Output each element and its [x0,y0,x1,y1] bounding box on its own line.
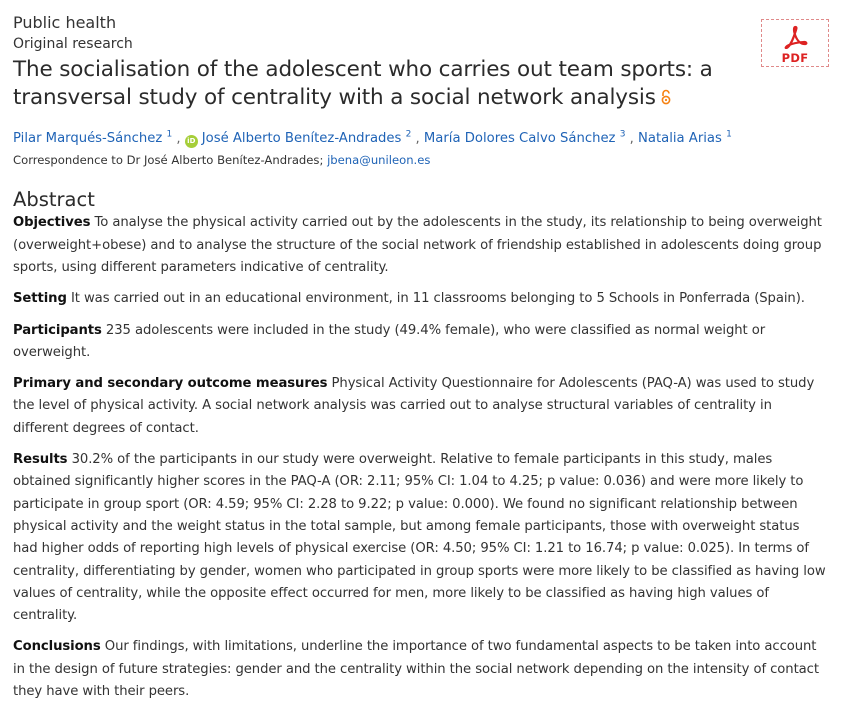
article-title-text: The socialisation of the adolescent who carries out team sports: a transversal study of centrality with a social network analysis [13,57,713,110]
correspondence-text: Correspondence to Dr José Alberto Benítez-Andrades; [13,153,324,168]
abstract-section-outcome-measures [13,373,828,440]
correspondence [13,152,828,168]
section-label: Participants [13,322,102,338]
author-link-4[interactable] [638,131,732,146]
abstract-section-results [13,449,828,627]
section-text: To analyse the physical activity carried out by the adolescents in the study, its relationship to being overweight (overweight+obese) and to analyse the structure of the social network of friendship established in adolescents doing group sports, using different parameters indicative of centrality. [13,215,822,275]
pdf-button-label: PDF [781,51,809,65]
section-text: Physical Activity Questionnaire for Adolescents (PAQ-A) was used to study the level of physical activity. A social network analysis was carried out to analyse structural variables of centrality in different degrees of contact. [13,376,815,436]
section-label: Primary and secondary outcome measures [13,376,328,392]
author-name[interactable]: José Alberto Benítez-Andrades [201,131,402,147]
abstract-section-participants [13,320,828,365]
journal-section[interactable]: Public health [13,13,117,32]
author-link-3[interactable] [424,131,626,146]
section-label: Objectives [13,215,91,231]
section-text: Our findings, with limitations, underline the importance of two fundamental aspects to be taken into account in the design of future strategies: gender and the centrality within the social network depending on the intensity of contact they have with their peers. [13,639,819,700]
abstract-heading: Abstract [13,188,95,212]
author-affiliation[interactable]: 1 [726,130,732,140]
section-label: Setting [13,291,67,307]
author-name[interactable]: Natalia Arias [638,131,722,147]
abstract-section-setting [13,288,828,310]
article-type: Original research [13,36,133,52]
author-affiliation[interactable]: 1 [166,130,173,140]
author-link-1[interactable] [13,131,172,146]
article-title [13,56,748,112]
correspondence-email-link[interactable]: jbena@unileon.es [327,153,431,168]
section-label: Results [13,452,68,468]
pdf-download-button[interactable] [761,19,829,67]
author-list: Pilar Marqués-Sánchez $^1$ , iD José Alberto Benítez-Andrades $^2$ , María Dolores Calvo Sánchez $^3$ , Natalia Arias $^1$ [13,130,732,147]
section-text: 235 adolescents were included in the study (49.4% female), who were classified as normal weight or overweight. [13,322,766,360]
author-name[interactable]: María Dolores Calvo Sánchez [423,131,616,147]
section-text: 30.2% of the participants in our study were overweight. Relative to female participants in this study, males obtained significantly higher scores in the PAQ-A (OR: 2.11; 95% CI: 1.04 to 4.25; p value: 0.036) and were more likely to participate in group sport (OR: 4.59; 95% CI: 2.28 to 9.22; p value: 0.000). We found no significant relationship between physical activity and the weight status in the total sample, but among female participants, those with overweight status had higher odds of reporting high levels of physical exercise (OR: 4.50; 95% CI: 1.21 to 16.74; p value: 0.025). In terms of centrality, differentiating by gender, women who participated in group sports were more likely to be classified as having low values of centrality, while the opposite effect occurred for men, more likely to be classified as having high values of centrality. [13,452,826,624]
orcid-icon[interactable]: iD [185,135,198,148]
section-label: Conclusions [13,639,101,655]
author-affiliation[interactable]: 3 [619,130,626,140]
abstract-section-objectives [13,212,828,279]
open-access-lock-icon [660,85,672,101]
author-link-2[interactable] [202,131,412,146]
abstract-section-conclusions [13,636,828,703]
pdf-icon [783,25,808,49]
article-header [13,12,828,712]
section-text: It was carried out in an educational environment, in 11 classrooms belonging to 5 Schools in Ponferrada (Spain). [70,291,805,307]
author-name[interactable]: Pilar Marqués-Sánchez [13,131,163,147]
author-affiliation[interactable]: 2 [405,130,412,140]
